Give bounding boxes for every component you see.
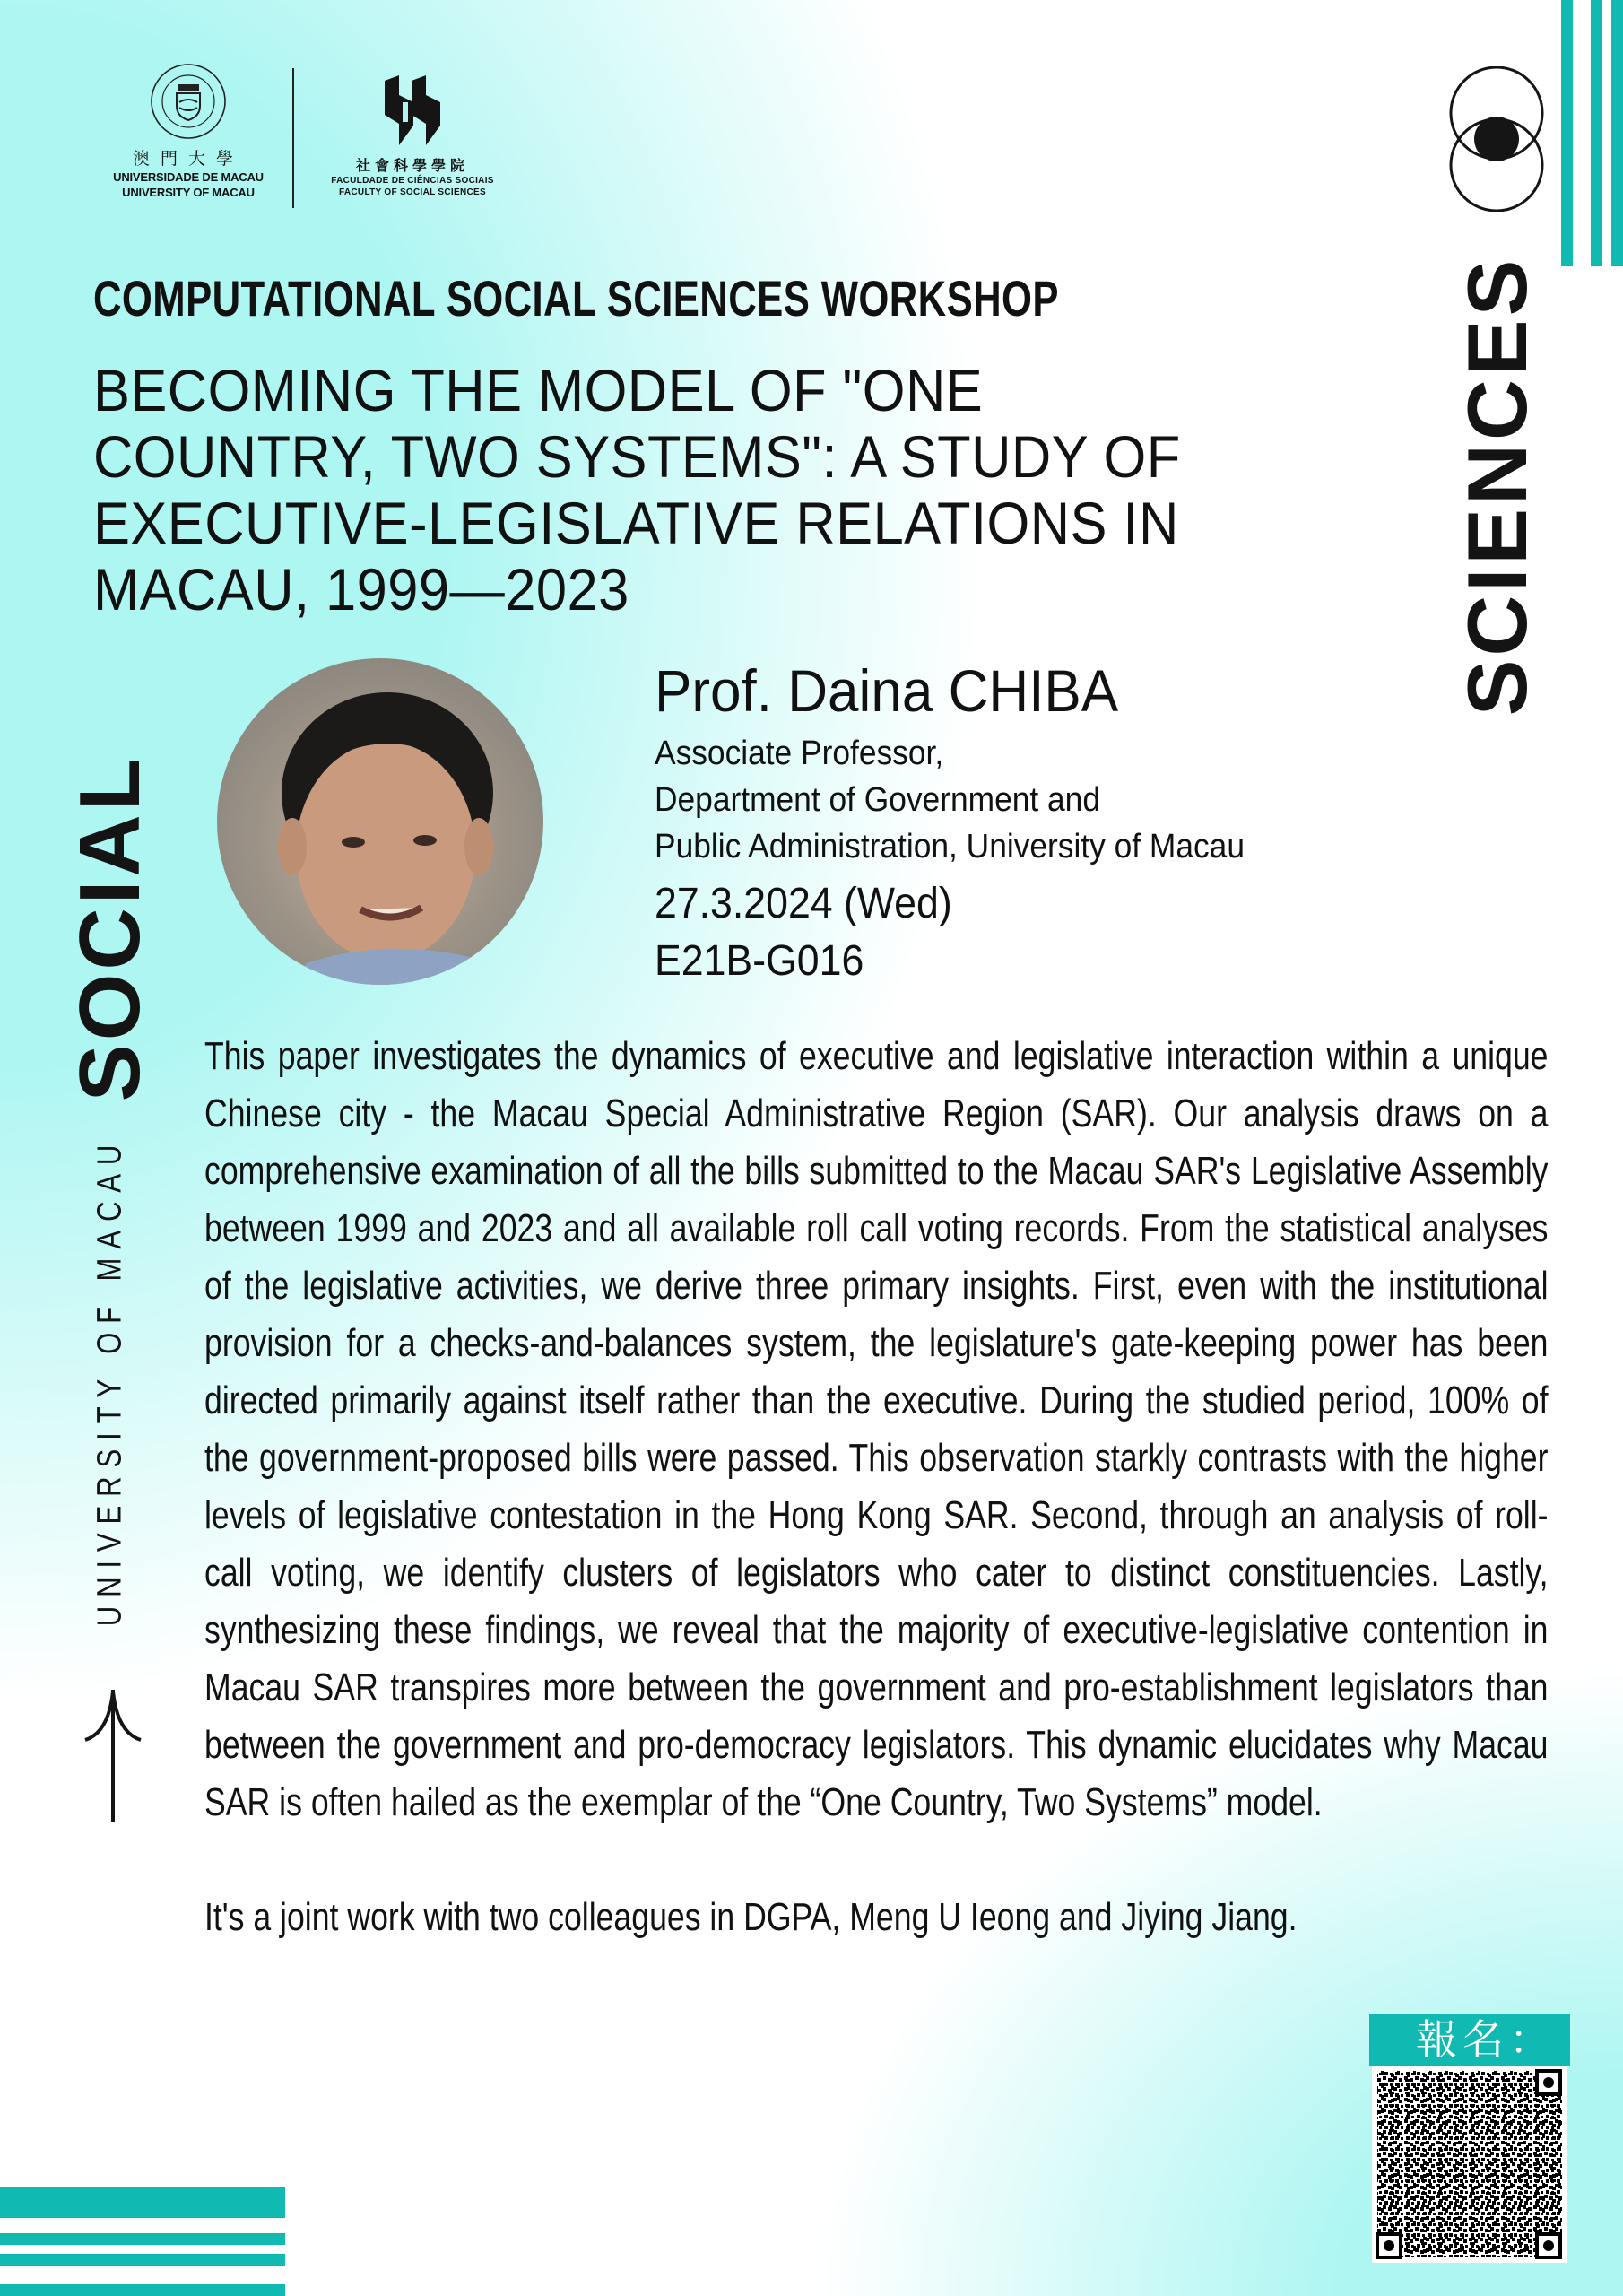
talk-title-line: COUNTRY, TWO SYSTEMS": A STUDY OF [93,423,1181,490]
talk-title [93,357,1344,622]
registration-qr[interactable] [1369,2014,1570,2267]
speaker-photo [217,658,543,985]
decor-bar [1591,0,1602,266]
logo-divider [292,68,294,208]
university-seal-icon [150,63,227,140]
registration-label: 報名： [1369,2014,1570,2066]
talk-title-line: MACAU, 1999—2023 [93,556,629,622]
speaker-info [655,655,1462,990]
faculty-of-social-sciences-logo [323,75,502,210]
abstract-body: This paper investigates the dynamics of executive and legislative interaction within a unique Chinese city - the Macau Special Administrative Region (SAR). Our analysis draws on a comprehensive examination of all the bills submitted to the Macau SAR's Legislative Assembly between 1999 and 2023 and all available roll call voting records. From the statistical analyses of the legislative activities, we derive three primary insights. First, even with the institutional provision for a checks-and-balances system, the legislature's gate-keeping power has been directed primarily against itself rather than the executive. During the studied period, 100% of the government-proposed bills were passed. This observation starkly contrasts with the higher levels of legislative contestation in the Hong Kong SAR. Second, through an analysis of roll-call voting, we identify clusters of legislators who cater to distinct constituencies. Lastly, synthesizing these findings, we reveal that the majority of executive-legislative contention in Macau SAR transpires more between the government and pro-establishment legislators than between the government and pro-democracy legislators. This dynamic elucidates why Macau SAR is often hailed as the exemplar of the “One Country, Two Systems” model. [204,1034,1549,1824]
qr-code-icon[interactable] [1372,2066,1567,2263]
decor-stripe [0,2187,285,2218]
university-name-en: UNIVERSITY OF MACAU [122,186,255,199]
vertical-word-sciences: SCIENCES [1450,256,1544,717]
decor-stripe [0,2254,285,2266]
event-date: 27.3.2024 (Wed) [655,880,952,927]
event-venue: E21B-G016 [655,937,864,985]
university-of-macau-logo [94,63,282,215]
decor-stripe [0,2284,285,2296]
decor-stripe [0,2233,285,2245]
faculty-name-en: FACULTY OF SOCIAL SCIENCES [339,187,486,197]
speaker-name: Prof. Daina CHIBA [655,657,1119,724]
eye-icon [1448,66,1545,212]
university-name-pt: UNIVERSIDADE DE MACAU [113,170,264,184]
vertical-word-social: SOCIAL [62,754,158,1102]
decor-bar [1611,0,1623,266]
talk-title-line: EXECUTIVE-LEGISLATIVE RELATIONS IN [93,490,1179,556]
abstract [204,1028,1549,1946]
university-name-zh: 澳門大學 [132,149,244,169]
speaker-affiliation: Associate Professor, Department of Government and Public Administration, University of Macau [655,735,1245,865]
talk-title-line: BECOMING THE MODEL OF "ONE [93,357,984,423]
workshop-series-title: COMPUTATIONAL SOCIAL SCIENCES WORKSHOP [93,270,1059,326]
decor-bar [1561,0,1573,266]
arrow-up-icon [83,1686,143,1825]
faculty-ss-mark-icon [381,75,444,145]
vertical-university-of-macau: UNIVERSITY OF MACAU [91,1135,129,1627]
abstract-note: It's a joint work with two colleagues in DGPA, Meng U Ieong and Jiying Jiang. [204,1895,1298,1939]
faculty-name-pt: FACULDADE DE CIÊNCIAS SOCIAIS [331,176,494,186]
faculty-name-zh: 社會科學學院 [355,157,469,174]
